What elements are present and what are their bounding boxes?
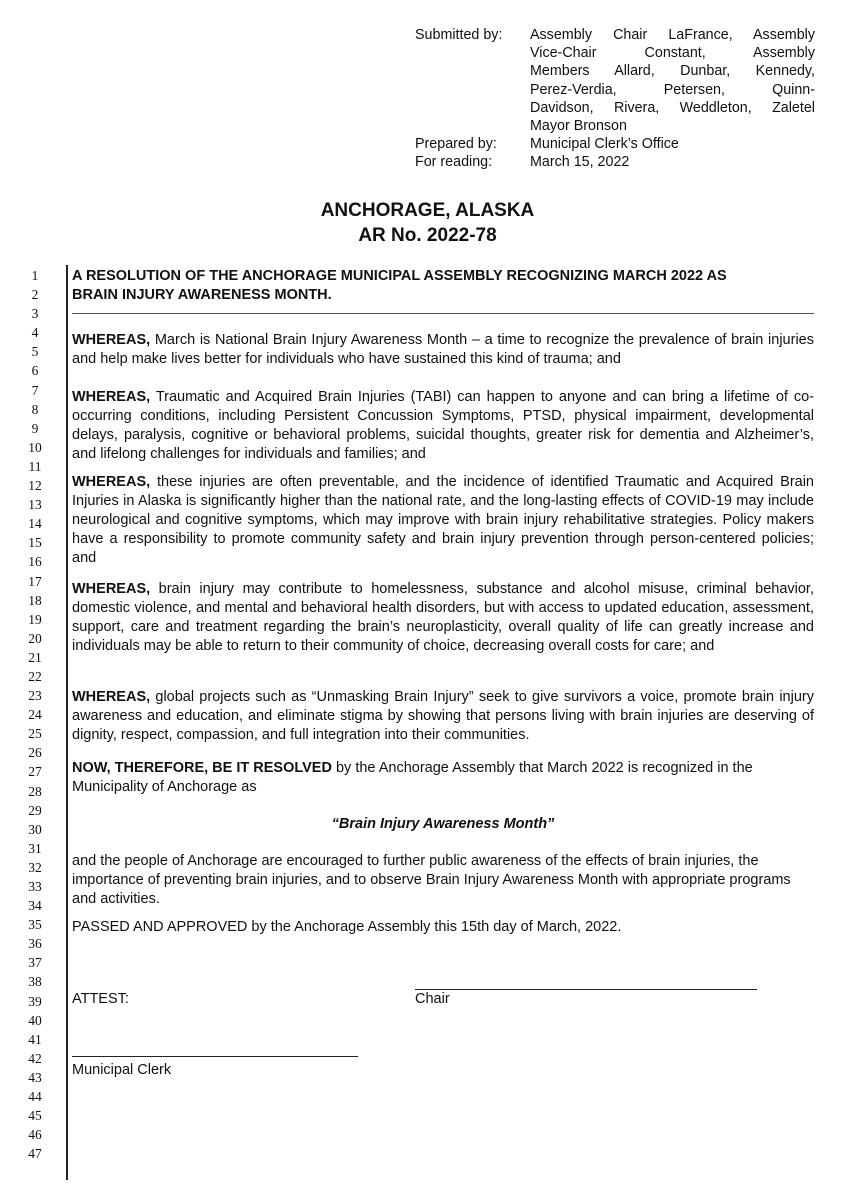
resolved-paragraph: [72, 759, 814, 797]
for-reading-value: March 15, 2022: [530, 154, 630, 171]
line-number: 3: [31, 306, 39, 322]
line-number: 20: [28, 630, 42, 646]
submitted-by-value: Perez-Verdia, Petersen, Quinn-: [530, 81, 815, 98]
line-number: 12: [28, 478, 42, 494]
attest-label: ATTEST:: [72, 991, 129, 1007]
line-numbers: [20, 266, 50, 1163]
line-number: 5: [31, 344, 39, 360]
line-number: 43: [28, 1069, 42, 1085]
line-number: 15: [28, 535, 42, 551]
line-number: 39: [28, 993, 42, 1009]
line-number: 35: [28, 917, 42, 933]
line-number: 26: [28, 745, 42, 761]
line-number: 31: [28, 840, 42, 856]
resolved-text: by the Anchorage Assembly that March 2022 is recognized in the Municipality of Anchorage as: [72, 760, 753, 796]
line-number: 33: [28, 879, 42, 894]
line-number: 19: [28, 611, 42, 627]
passed-statement: PASSED AND APPROVED by the Anchorage Assembly this 15th day of March, 2022.: [72, 919, 622, 935]
line-number: 8: [31, 401, 39, 417]
clerk-signature-line: [72, 1056, 358, 1057]
line-number: 14: [28, 516, 42, 532]
line-number: 47: [28, 1146, 42, 1162]
line-number: 9: [31, 420, 39, 436]
line-number: 25: [28, 726, 42, 742]
submitted-by-value: Mayor Bronson: [530, 118, 627, 135]
whereas-lead: WHEREAS,: [72, 332, 151, 348]
whereas-text: Traumatic and Acquired Brain Injuries (TABI) can happen to anyone and can bring a lifetime of co-occurring conditions, including Persistent Concussion Symptoms, PTSD, physical impairment, developmental delays, paralysis, cognitive or behavioral problems, suicidal thoughts, greater risk for dementia and Alzheimer’s, and lifelong challenges for individuals and families; and: [72, 389, 814, 463]
whereas-lead: WHEREAS,: [72, 689, 151, 705]
resolution-heading: [72, 267, 814, 305]
line-number: 16: [28, 554, 42, 570]
line-number: 2: [31, 287, 39, 303]
submitted-by-label: Submitted by:: [415, 27, 503, 43]
line-number: 1: [31, 268, 39, 283]
whereas-text: these injuries are often preventable, and the incidence of identified Traumatic and Acquired Brain Injuries in Alaska is significantly higher than the national rate, and the long-lasting effects of COVID-19 may include neurological and cognitive symptoms, which may improve with brain injury rehabilitative strategies. Policy makers have a responsibility to promote community safety and brain injury prevention through person-centered policies; and: [72, 474, 814, 567]
line-number: 29: [28, 802, 42, 818]
line-number: 38: [28, 974, 42, 990]
whereas-text: March is National Brain Injury Awareness Month – a time to recognize the prevalence of brain injuries and help make lives better for individuals who have sustained this kind of trauma; and: [72, 332, 814, 368]
resolution-number: AR No. 2022-78: [358, 225, 497, 246]
line-number: 41: [28, 1031, 42, 1047]
submitted-by-value: Assembly Chair LaFrance, Assembly: [530, 27, 815, 43]
whereas-paragraph: [72, 331, 814, 369]
whereas-lead: WHEREAS,: [72, 581, 151, 597]
line-number: 30: [28, 821, 42, 837]
whereas-lead: WHEREAS,: [72, 474, 151, 490]
line-number: 6: [31, 363, 39, 379]
submitted-by-value: Members Allard, Dunbar, Kennedy,: [530, 63, 815, 80]
line-number: 40: [28, 1012, 42, 1028]
prepared-by-value: Municipal Clerk’s Office: [530, 136, 679, 153]
line-number: 36: [28, 936, 42, 952]
line-number: 27: [28, 764, 42, 780]
line-number: 28: [28, 783, 42, 799]
line-number: 11: [28, 458, 42, 474]
resolved-lead: NOW, THEREFORE, BE IT RESOLVED: [72, 760, 332, 776]
whereas-paragraph: [72, 473, 814, 568]
line-number: 4: [31, 325, 39, 341]
line-number: 10: [28, 439, 42, 455]
line-number: 24: [28, 707, 42, 723]
whereas-text: global projects such as “Unmasking Brain Injury” seek to give survivors a voice, promote brain injury awareness and education, and eliminate stigma by showing that persons living with brain injuries are deserving of dignity, respect, compassion, and full integration into their communities.: [72, 689, 814, 744]
line-number: 34: [28, 898, 42, 914]
submitted-by-value: Davidson, Rivera, Weddleton, Zaletel: [530, 99, 815, 116]
resolution-heading-line: BRAIN INJURY AWARENESS MONTH.: [72, 287, 332, 304]
line-number: 17: [28, 573, 42, 589]
whereas-text: brain injury may contribute to homelessness, substance and alcohol misuse, criminal behavior, domestic violence, and mental and behavioral health disorders, but with access to updated education, assessment, support, care and treatment regarding the brain’s neuroplasticity, overall quality of life can greatly increase and individuals may be able to return to their community of choice, decreasing overall costs for care; and: [72, 581, 814, 655]
line-number: 45: [28, 1108, 42, 1124]
clerk-label: Municipal Clerk: [72, 1062, 172, 1078]
line-number: 32: [28, 859, 42, 875]
proclamation-title: “Brain Injury Awareness Month”: [331, 816, 555, 832]
whereas-paragraph: [72, 388, 814, 464]
submitted-by-value: Vice-Chair Constant, Assembly: [530, 45, 815, 62]
line-number: 37: [28, 955, 42, 971]
document-title: ANCHORAGE, ALASKA: [320, 200, 535, 221]
line-number: 13: [28, 497, 42, 513]
line-number: 21: [28, 649, 42, 665]
submission-header: [415, 26, 815, 172]
whereas-paragraph: [72, 580, 814, 656]
chair-label: Chair: [415, 991, 450, 1007]
line-number: 42: [28, 1050, 42, 1066]
whereas-lead: WHEREAS,: [72, 389, 151, 405]
margin-rule: [66, 265, 68, 1180]
line-number: 7: [31, 382, 39, 398]
whereas-paragraph: [72, 688, 814, 745]
heading-divider: [72, 313, 814, 314]
line-number: 23: [28, 688, 42, 704]
closing-paragraph: and the people of Anchorage are encouraged to further public awareness of the effects of brain injuries, the importance of preventing brain injuries, and to observe Brain Injury Awareness Month with appropriate programs and activities.: [72, 853, 791, 908]
resolution-heading-line: A RESOLUTION OF THE ANCHORAGE MUNICIPAL ASSEMBLY RECOGNIZING MARCH 2022 AS: [72, 268, 727, 284]
line-number: 44: [28, 1089, 42, 1105]
line-number: 22: [28, 668, 42, 684]
line-number: 46: [28, 1127, 42, 1143]
prepared-by-label: Prepared by:: [415, 136, 497, 153]
for-reading-label: For reading:: [415, 154, 493, 171]
line-number: 18: [28, 592, 42, 608]
